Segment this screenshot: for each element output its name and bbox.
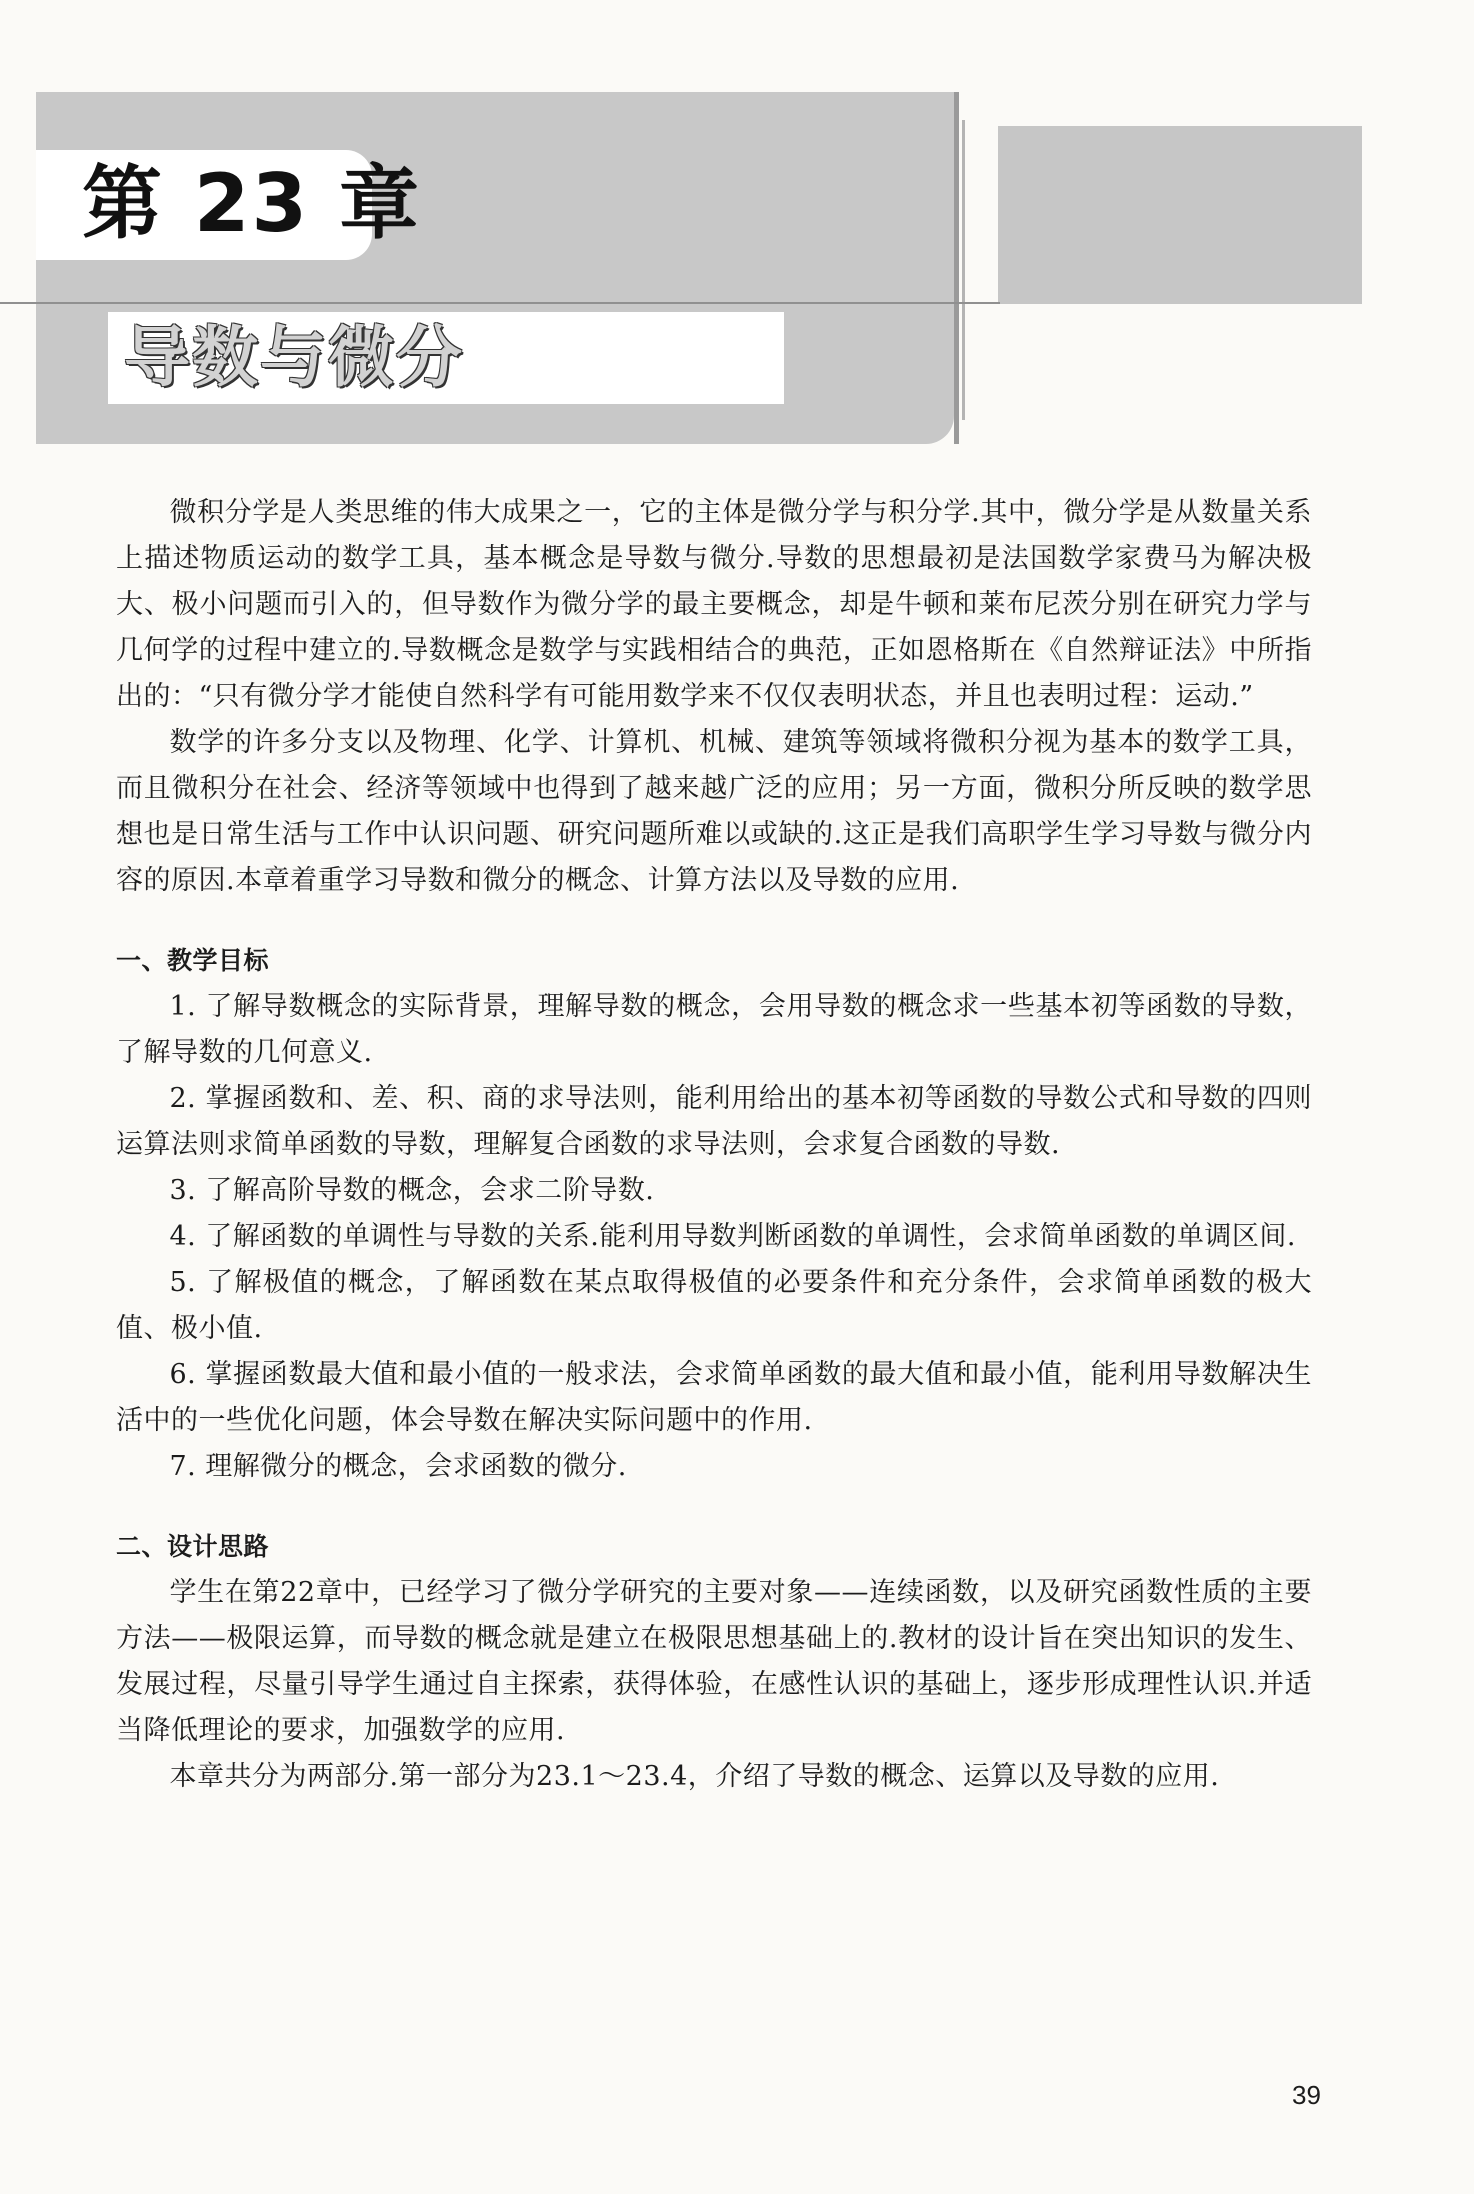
objective-item-2: 2. 掌握函数和、差、积、商的求导法则，能利用给出的基本初等函数的导数公式和导数的四则运算法则求简单函数的导数，理解复合函数的求导法则，会求复合函数的导数.	[116, 1083, 1312, 1160]
page-body	[116, 490, 1312, 1800]
banner-edge-inner	[962, 120, 965, 420]
intro-paragraph-1: 微积分学是人类思维的伟大成果之一，它的主体是微分学与积分学.其中，微分学是从数量关系上描述物质运动的数学工具，基本概念是导数与微分.导数的思想最初是法国数学家费马为解决极大、极小问题而引入的，但导数作为微分学的最主要概念，却是牛顿和莱布尼茨分别在研究力学与几何学的过程中建立的.导数概念是数学与实践相结合的典范，正如恩格斯在《自然辩证法》中所指出的：“只有微分学才能使自然科学有可能用数学来不仅仅表明状态，并且也表明过程：运动.”	[116, 497, 1312, 712]
objective-item-5: 5. 了解极值的概念，了解函数在某点取得极值的必要条件和充分条件，会求简单函数的极大值、极小值.	[116, 1267, 1312, 1344]
section-heading-objectives: 一、教学目标	[116, 946, 270, 975]
section-heading-design: 二、设计思路	[116, 1532, 270, 1561]
objective-item-7: 7. 理解微分的概念，会求函数的微分.	[169, 1451, 627, 1482]
chapter-number: 第 23 章	[82, 157, 422, 250]
page-number: 39	[1292, 2080, 1321, 2110]
intro-paragraph-2: 数学的许多分支以及物理、化学、计算机、机械、建筑等领域将微积分视为基本的数学工具，而且微积分在社会、经济等领域中也得到了越来越广泛的应用；另一方面，微积分所反映的数学思想也是日常生活与工作中认识问题、研究问题所难以或缺的.这正是我们高职学生学习导数与微分内容的原因.本章着重学习导数和微分的概念、计算方法以及导数的应用.	[116, 727, 1312, 896]
objective-item-4: 4. 了解函数的单调性与导数的关系.能利用导数判断函数的单调性，会求简单函数的单调区间.	[169, 1221, 1296, 1252]
design-paragraph-2: 本章共分为两部分.第一部分为23.1～23.4，介绍了导数的概念、运算以及导数的应用.	[169, 1761, 1220, 1792]
objective-item-1: 1. 了解导数概念的实际背景，理解导数的概念，会用导数的概念求一些基本初等函数的导数，了解导数的几何意义.	[116, 991, 1312, 1068]
chapter-title: 导数与微分	[124, 319, 464, 396]
objective-item-3: 3. 了解高阶导数的概念，会求二阶导数.	[169, 1175, 655, 1206]
header-rule	[0, 302, 1000, 304]
design-paragraph-1: 学生在第22章中，已经学习了微分学研究的主要对象——连续函数，以及研究函数性质的主要方法——极限运算，而导数的概念就是建立在极限思想基础上的.教材的设计旨在突出知识的发生、发展过程，尽量引导学生通过自主探索，获得体验，在感性认识的基础上，逐步形成理性认识.并适当降低理论的要求，加强数学的应用.	[116, 1577, 1312, 1746]
objective-item-6: 6. 掌握函数最大值和最小值的一般求法，会求简单函数的最大值和最小值，能利用导数解决生活中的一些优化问题，体会导数在解决实际问题中的作用.	[116, 1359, 1312, 1436]
decorative-side-box	[998, 126, 1362, 304]
banner-edge	[954, 92, 959, 444]
